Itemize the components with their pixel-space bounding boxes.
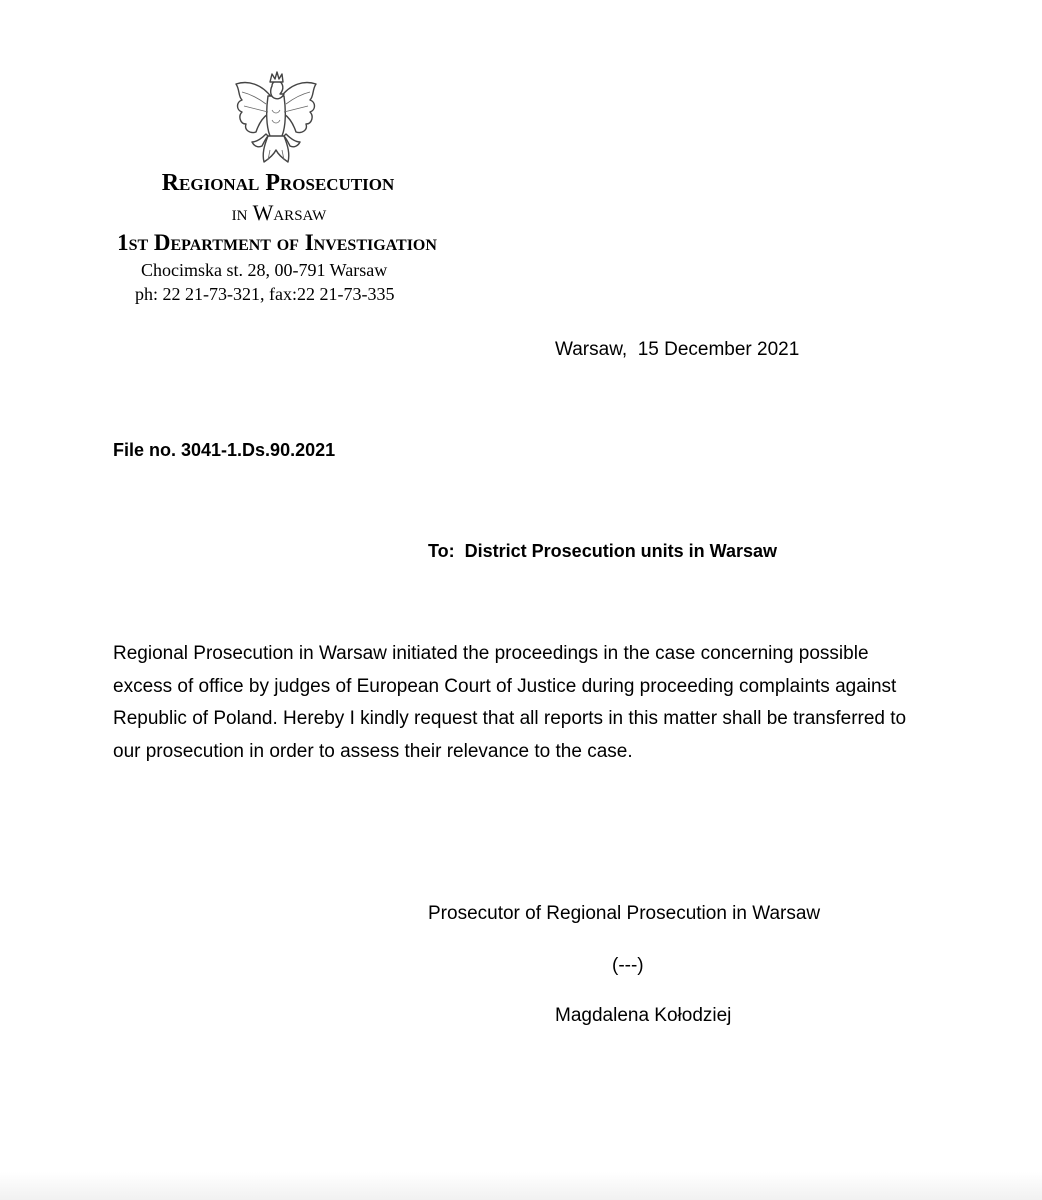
letterhead-title: Regional Prosecution	[161, 170, 395, 196]
page-bottom-edge	[0, 1172, 1042, 1200]
signatory-name: Magdalena Kołodziej	[555, 1005, 732, 1026]
letterhead-department: 1st Department of Investigation	[117, 230, 437, 255]
letterhead-subtitle: in Warsaw	[231, 200, 327, 225]
recipient: To: District Prosecution units in Warsaw	[428, 541, 778, 561]
polish-eagle-emblem-icon	[228, 70, 324, 170]
file-number: File no. 3041-1.Ds.90.2021	[113, 440, 336, 460]
place-date: Warsaw, 15 December 2021	[555, 339, 800, 360]
letterhead-phone-fax: ph: 22 21-73-321, fax:22 21-73-335	[135, 284, 395, 304]
signatory-title: Prosecutor of Regional Prosecution in Warsaw	[428, 903, 821, 924]
letter-body: Regional Prosecution in Warsaw initiated the proceedings in the case concerning possible excess of office by judges of European Court of Justice during proceeding complaints against Republic of Poland. Hereby I kindly request that all reports in this matter shall be transferred to our prosecution in order to assess their relevance to the case.	[113, 643, 907, 762]
letterhead-address: Chocimska st. 28, 00-791 Warsaw	[141, 260, 388, 280]
signature-mark: (---)	[612, 955, 644, 976]
